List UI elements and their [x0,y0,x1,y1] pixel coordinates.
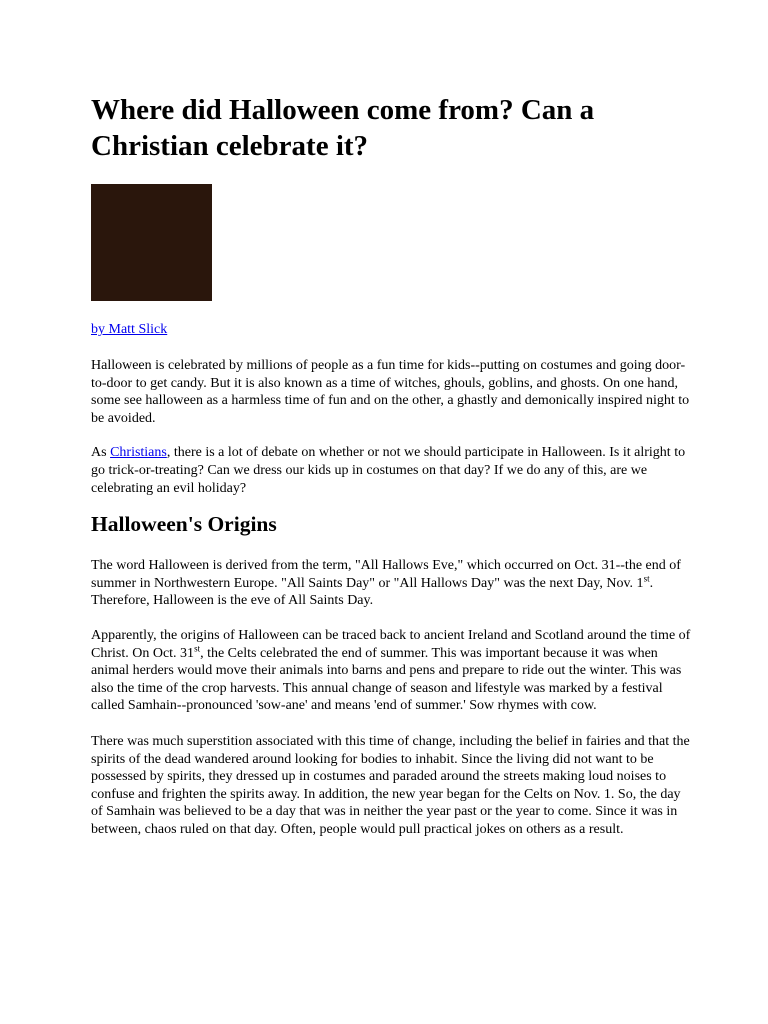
term-text-start: The word Halloween is derived from the term, "All Hallows Eve," which occurred on Oct. 31--the end of summer in Northwestern Europe. "All Saints Day" or "All Hallows Day" was the next Day, Nov. 1 [91,558,681,591]
title-line-2: Christian celebrate it? [91,130,369,162]
byline [91,321,691,338]
page-title [91,92,691,164]
article [91,92,691,838]
superstition-paragraph: There was much superstition associated with this time of change, including the belief in fairies and that the spirits of the dead wandered around looking for bodies to inhabit. Since the living did not want to be possessed by spirits, they dressed up in costumes and paraded around the streets making loud noises to confuse and frighten the spirits away. In addition, the new year began for the Celts on Nov. 1. So, the day of Samhain was believed to be a day that was in neither the year past or the year to come. Since it was in between, chaos ruled on that day. Often, people would pull practical jokes on others as a result. [91,733,690,837]
term-text-end: . Therefore, Halloween is the eve of All Saints Day. [91,575,654,609]
ordinal-suffix: st [643,573,650,584]
author-link[interactable]: by Matt Slick [91,322,168,337]
christians-link[interactable]: Christians [110,445,167,461]
celts-text-start: Apparently, the origins of Halloween can be traced back to ancient Ireland and Scotland around the time of Christ. On Oct. 31 [91,627,691,661]
article-image [91,184,212,301]
debate-text-end: , there is a lot of debate on whether or not we should participate in Halloween. Is it alright to go trick-or-treating? Can we dress our kids up in costumes on that day? If we do any of this, are we celebrating an evil holiday? [91,445,686,496]
debate-text-start: As [91,445,111,461]
title-line-1: Where did Halloween come from? Can a [91,94,595,126]
section-heading-origins: Halloween's Origins [91,512,277,537]
intro-paragraph: Halloween is celebrated by millions of people as a fun time for kids--putting on costumes and going door-to-door to get candy. But it is also known as a time of witches, ghouls, goblins, and ghosts. On one hand, some see halloween as a harmless time of fun and on the other, a ghastly and demonically inspired night to be avoided. [91,358,690,426]
debate-paragraph [91,444,691,497]
celts-text-end: , the Celts celebrated the end of summer. This was important because it was when animal herders would move their animals into barns and pens and prepare to ride out the winter. This was also the time of the crop harvests. This annual change of season and lifestyle was marked by a festival called Samhain--pronounced 'sow-ane' and means 'end of summer.' Sow rhymes with cow. [91,645,682,714]
ordinal-suffix: st [194,642,201,653]
origin-term-paragraph [91,557,691,610]
celts-paragraph [91,627,691,715]
